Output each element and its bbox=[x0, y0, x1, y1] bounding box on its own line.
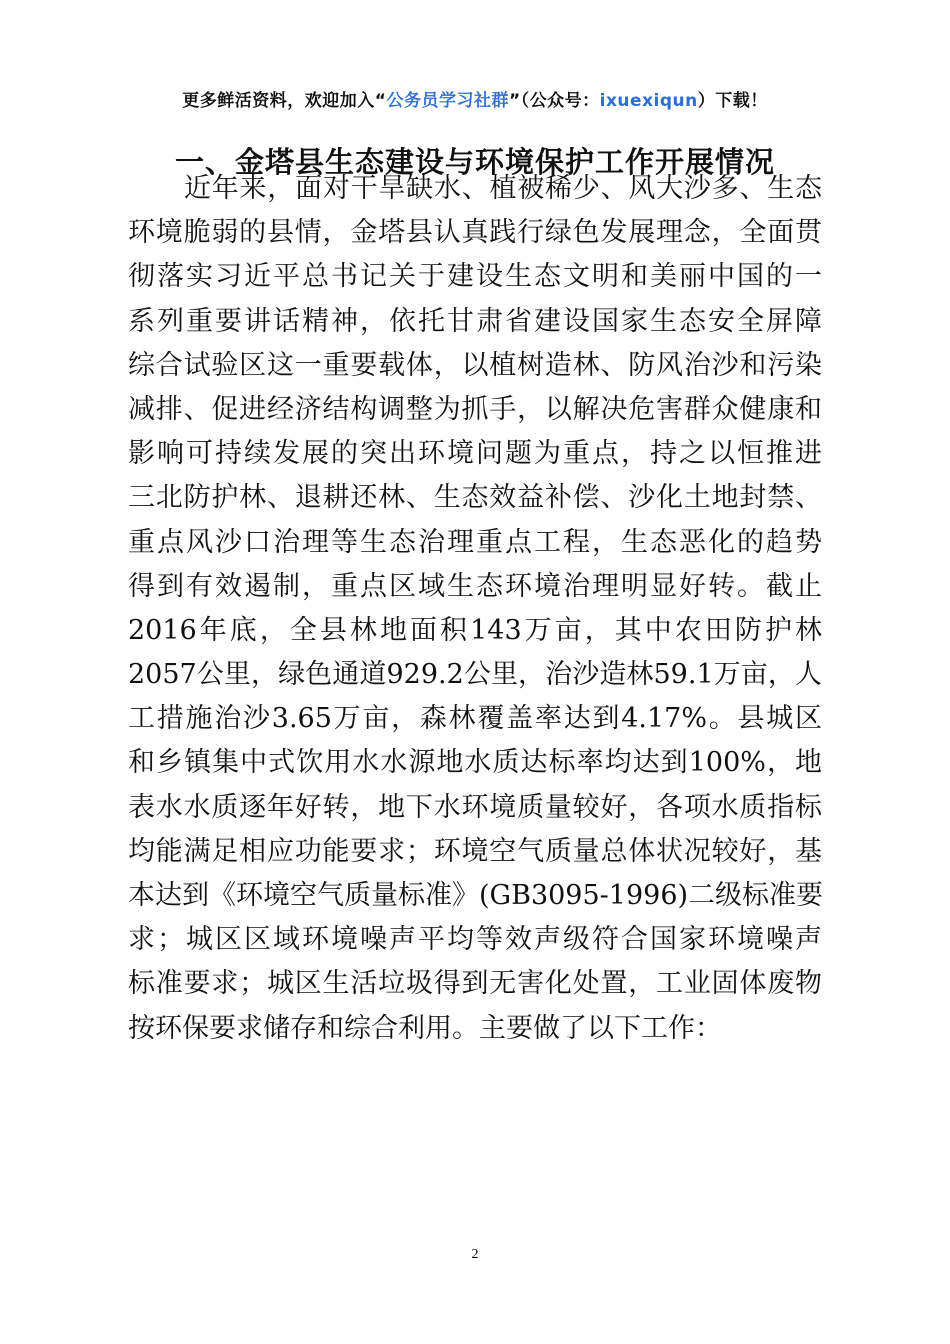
promo-banner bbox=[0, 86, 950, 111]
paragraph-line: 和乡镇集中式饮用水水源地水质达标率均达到100%，地 bbox=[128, 747, 822, 779]
paragraph-line: 求；城区区域环境噪声平均等效声级符合国家环境噪声 bbox=[128, 924, 822, 956]
paragraph-line: 综合试验区这一重要载体，以植树造林、防风治沙和污染 bbox=[128, 349, 822, 381]
paragraph-line: 工措施治沙3.65万亩，森林覆盖率达到4.17%。县城区 bbox=[128, 703, 822, 735]
paragraph-line: 按环保要求储存和综合利用。主要做了以下工作： bbox=[128, 1012, 722, 1044]
promo-account-id: ixuexiqun bbox=[599, 91, 698, 111]
paragraph-line: 2016年底，全县林地面积143万亩，其中农田防护林 bbox=[128, 614, 822, 646]
paragraph-line: 均能满足相应功能要求；环境空气质量总体状况较好，基 bbox=[128, 835, 822, 867]
paragraph-line: 表水水质逐年好转，地下水环境质量较好，各项水质指标 bbox=[128, 791, 822, 823]
paragraph-line: 2057公里，绿色通道929.2公里，治沙造林59.1万亩，人 bbox=[128, 659, 822, 691]
paragraph-line: 环境脆弱的县情，金塔县认真践行绿色发展理念，全面贯 bbox=[128, 217, 822, 249]
section-heading: 一、金塔县生态建设与环境保护工作开展情况 bbox=[174, 145, 775, 179]
paragraph-line: 彻落实习近平总书记关于建设生态文明和美丽中国的一 bbox=[128, 261, 822, 293]
paragraph-line: 系列重要讲话精神，依托甘肃省建设国家生态安全屏障 bbox=[128, 305, 822, 337]
paragraph-line: 影响可持续发展的突出环境问题为重点，持之以恒推进 bbox=[128, 438, 822, 470]
paragraph-line: 近年来，面对干旱缺水、植被稀少、风大沙多、生态 bbox=[184, 173, 822, 204]
paragraph-line: 三北防护林、退耕还林、生态效益补偿、沙化土地封禁、 bbox=[128, 482, 822, 514]
promo-account-label: ”（公众号： bbox=[508, 91, 600, 111]
page-number: 2 bbox=[471, 1247, 479, 1262]
paragraph-line: 标准要求；城区生活垃圾得到无害化处置，工业固体废物 bbox=[128, 968, 822, 1000]
body-paragraph bbox=[128, 167, 822, 1051]
paragraph-line: 得到有效遏制，重点区域生态环境治理明显好转。截止 bbox=[128, 570, 822, 602]
promo-group-name: 公务员学习社群 bbox=[386, 91, 509, 111]
paragraph-line: 减排、促进经济结构调整为抓手，以解决危害群众健康和 bbox=[128, 393, 822, 425]
promo-prefix: 更多鲜活资料，欢迎加入“ bbox=[182, 91, 387, 111]
promo-download-suffix: ）下载！ bbox=[697, 91, 768, 111]
paragraph-line: 本达到《环境空气质量标准》(GB3095-1996)二级标准要 bbox=[128, 880, 824, 911]
paragraph-line: 重点风沙口治理等生态治理重点工程，生态恶化的趋势 bbox=[128, 526, 822, 558]
